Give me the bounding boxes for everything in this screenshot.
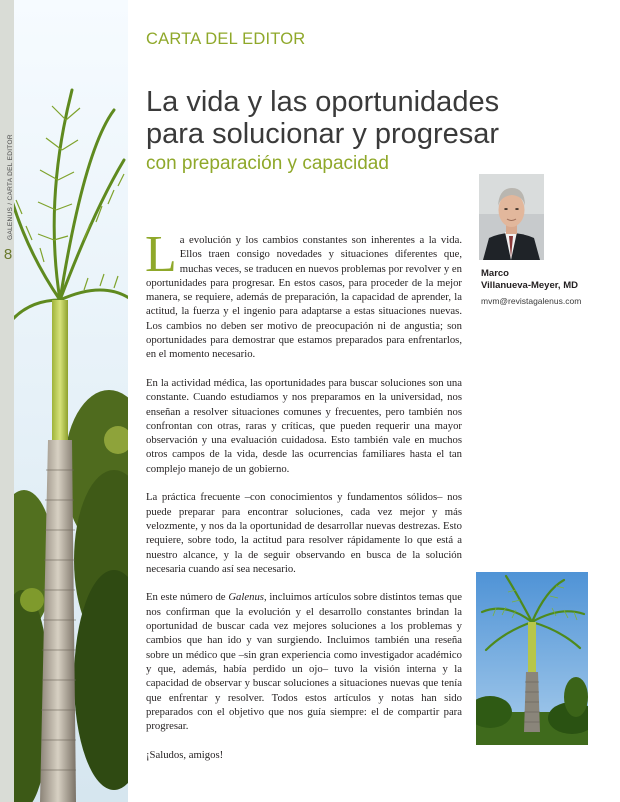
paragraph-2: En la actividad médica, las oportunidades para buscar soluciones son una constante. Cuando estudiamos y nos preparamos en la universidad, nos enseñan a resolver situaciones comunes y frecuentes, pero también nos confrontan con otras, raras y críticas, que pueden requerir una mayor observación y una evaluación cuidadosa. Esto también vale en muchos otros campos de la vida, desde las ocurrencias familiares hasta el tan complejo manejo de un gobierno. (146, 376, 462, 475)
paragraph-1-text: a evolución y los cambios constantes son inherentes a la vida. Ellos traen consigo novedades y situaciones diferentes que, muchas veces, se traducen en nuevos problemas por revolver y en oportunidades para progresar. En estos casos, para proceder de la mejor manera, se requiere, además de preparación, la capacidad de aprender, la actitud, la fuerza y el ingenio para adaptarse a estas situaciones nuevas. Los cambios no deben ser motivo de preocupación ni de angustia; son oportunidades para demostrar que estamos preparados para enfrentarlos, en el momento necesario. (146, 234, 462, 361)
headline-line-1: La vida y las oportunidades (146, 86, 500, 118)
author-name-line-1: Marco (481, 268, 509, 279)
article-body (145, 226, 462, 776)
closing-line: ¡Saludos, amigos! (146, 748, 224, 761)
author-name (481, 268, 578, 292)
drop-cap: L (145, 226, 177, 283)
author-email: mvm@revistagalenus.com (481, 296, 582, 306)
article-headline (146, 86, 586, 150)
paragraph-4-rest: , incluimos artículos sobre distintos temas que nos confirman que la evolución y el desarrollo constantes brindan la oportunidad de buscar cada vez mejores soluciones a los problemas y cambios que han ido y van surgiendo. Incluimos también una reseña sobre un médico que –sin gran experiencia como investigador académico y que, además, había perdido un ojo– tuvo la visión interna y la capacidad de observar y buscar soluciones a situaciones nuevas que tenía que enfrentar y resolver. Todos estos artículos y notas han sido preparados con el objetivo que nos guía siempre: el de compartir para progresar. (146, 591, 462, 733)
paragraph-4-start: En este número de (146, 591, 229, 604)
headline-line-2: para solucionar y progresar (146, 118, 500, 150)
side-strip (0, 0, 14, 802)
palm-photo-right (476, 572, 588, 745)
article-subtitle: con preparación y capacidad (146, 153, 389, 174)
author-name-line-2: Villanueva-Meyer, MD (481, 280, 578, 291)
page-number: 8 (3, 246, 13, 263)
paragraph-1 (145, 226, 462, 362)
section-title: CARTA DEL EDITOR (146, 30, 306, 48)
paragraph-4 (146, 590, 462, 733)
palm-photo-left (14, 0, 128, 802)
paragraph-3: La práctica frecuente –con conocimientos y fundamentos sólidos– nos puede preparar para encontrar soluciones, cada vez mejor y más velozmente, y nos da la oportunidad de desarrollar nuevas destrezas. Esto requiere, sobre todo, la actitud para resolver rápidamente lo que está a nuestro alcance, y la de seguir observando en busca de la solución necesaria cuando así sea necesario. (146, 491, 462, 575)
magazine-name: Galenus (228, 591, 264, 604)
author-portrait (479, 174, 544, 260)
running-head-label: GALENUS / CARTA DEL EDITOR (7, 134, 14, 240)
